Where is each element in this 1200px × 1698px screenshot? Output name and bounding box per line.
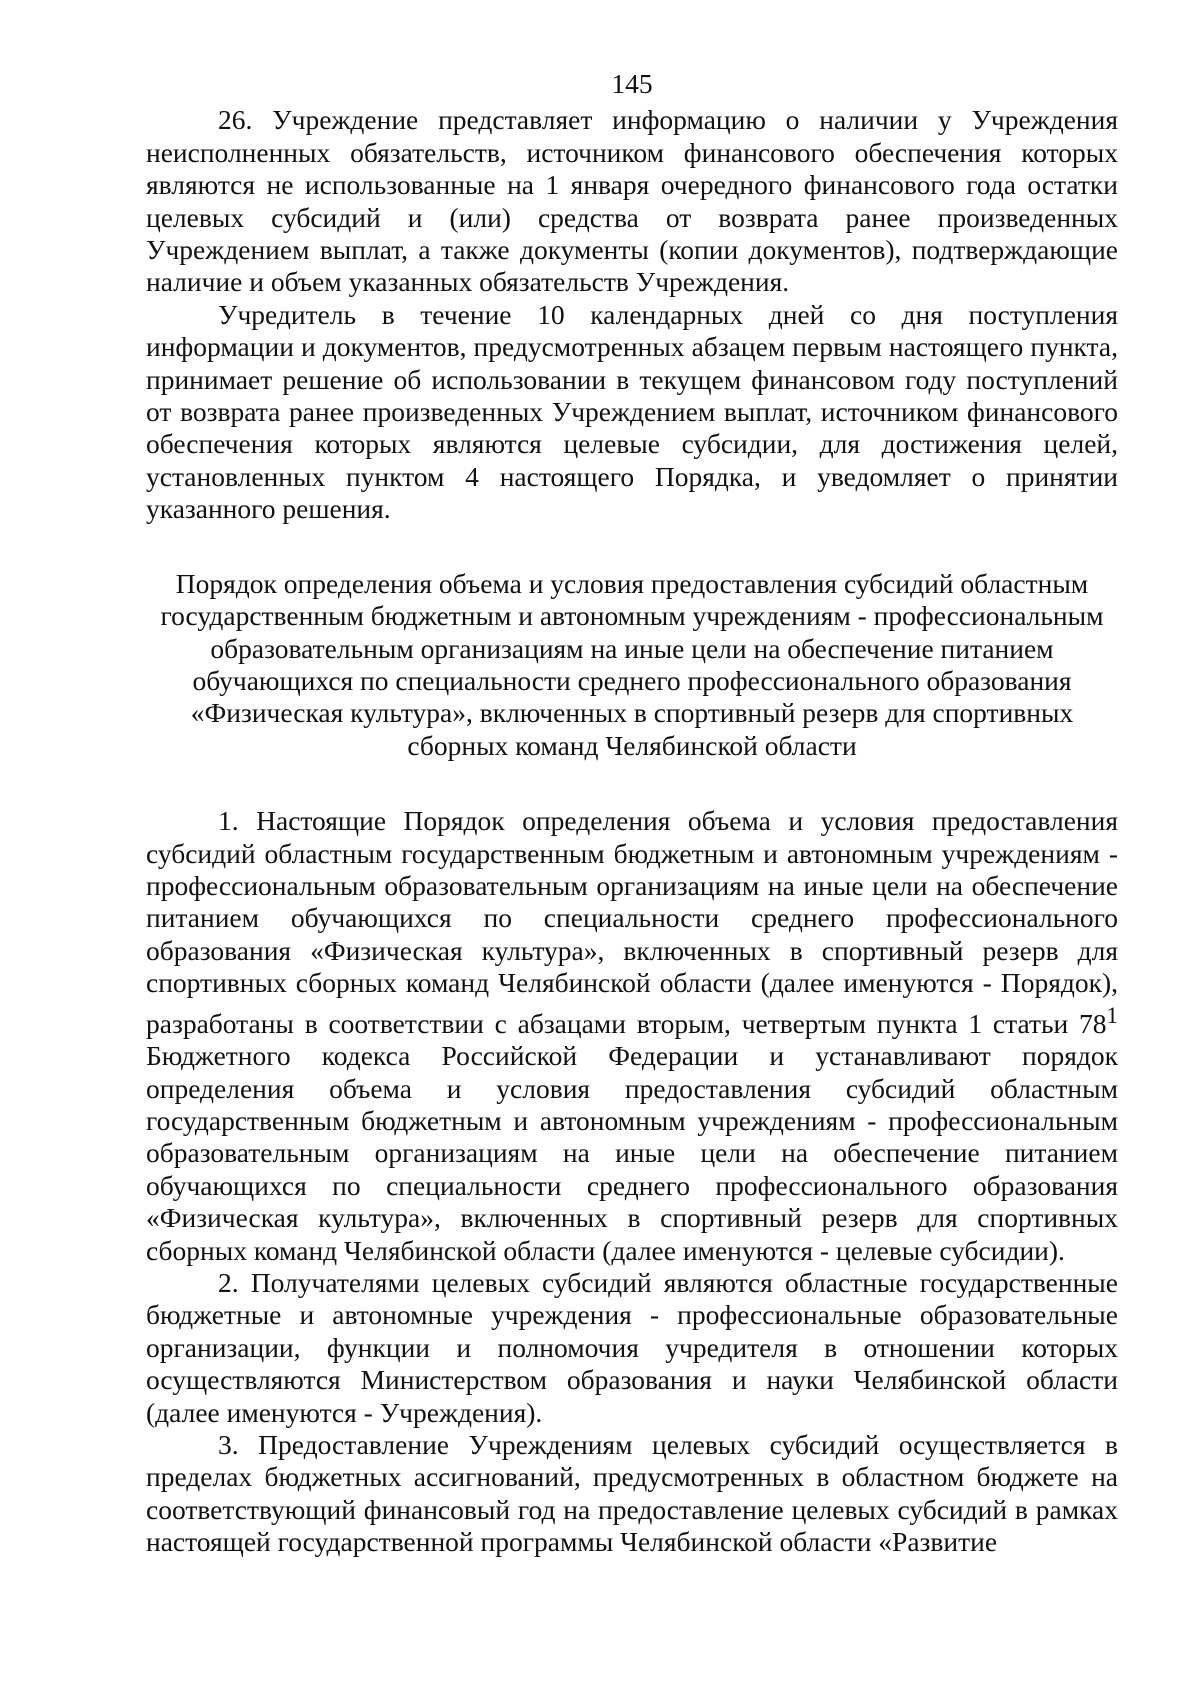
paragraph-1-text-b: Бюджетного кодекса Российской Федерации и устанавливают порядок определения объема и условия предоставления субсидий областным государственным бюджетным и автономным учреждениям - профессиональным образовательным организациям на иные цели на обеспечение питанием обучающихся по специальности среднего профессионального образования «Физическая культура», включенных в спортивный резерв для спортивных сборных команд Челябинской области (далее именуются - целевые субсидии).	[146, 1040, 1118, 1266]
section-heading: Порядок определения объема и условия предоставления субсидий областным государственным бюджетным и автономным учреждениям - профессиональным образовательным организациям на иные цели на обеспечение питанием обучающихся по специальности среднего профессионального образования «Физическая культура», включенных в спортивный резерв для спортивных сборных команд Челябинской области	[160, 567, 1104, 761]
document-page	[146, 68, 1118, 1559]
paragraph-26: 26. Учреждение представляет информацию о наличии у Учреждения неисполненных обязательств, источником финансового обеспечения которых являются не использованные на 1 января очередного финансового года остатки целевых субсидий и (или) средства от возврата ранее произведенных Учреждением выплат, а также документы (копии документов), подтверждающие наличие и объем указанных обязательств Учреждения.	[146, 104, 1118, 298]
article-superscript: 1	[1106, 1002, 1118, 1028]
paragraph-2: 2. Получателями целевых субсидий являются областные государственные бюджетные и автономные учреждения - профессиональные образовательные организации, функции и полномочия учредителя в отношении которых осуществляются Министерством образования и науки Челябинской области (далее именуются - Учреждения).	[146, 1266, 1118, 1428]
paragraph-3: 3. Предоставление Учреждениям целевых субсидий осуществляется в пределах бюджетных ассигнований, предусмотренных в областном бюджете на соответствующий финансовый год на предоставление целевых субсидий в рамках настоящей государственной программы Челябинской области «Развитие	[146, 1429, 1118, 1558]
paragraph-1-text-a: 1. Настоящие Порядок определения объема и условия предоставления субсидий областным государственным бюджетным и автономным учреждениям - профессиональным образовательным организациям на иные цели на обеспечение питанием обучающихся по специальности среднего профессионального образования «Физическая культура», включенных в спортивный резерв для спортивных сборных команд Челябинской области (далее именуются - Порядок), разработаны в соответствии с абзацами вторым, четвертым пункта 1 статьи 78	[146, 805, 1118, 1039]
paragraph-26-founder: Учредитель в течение 10 календарных дней со дня поступления информации и документов, предусмотренных абзацем первым настоящего пункта, принимает решение об использовании в текущем финансовом году поступлений от возврата ранее произведенных Учреждением выплат, источником финансового обеспечения которых являются целевые субсидии, для достижения целей, установленных пунктом 4 настоящего Порядка, и уведомляет о принятии указанного решения.	[146, 298, 1118, 525]
paragraph-1	[146, 805, 1118, 1267]
page-number: 145	[611, 68, 653, 99]
